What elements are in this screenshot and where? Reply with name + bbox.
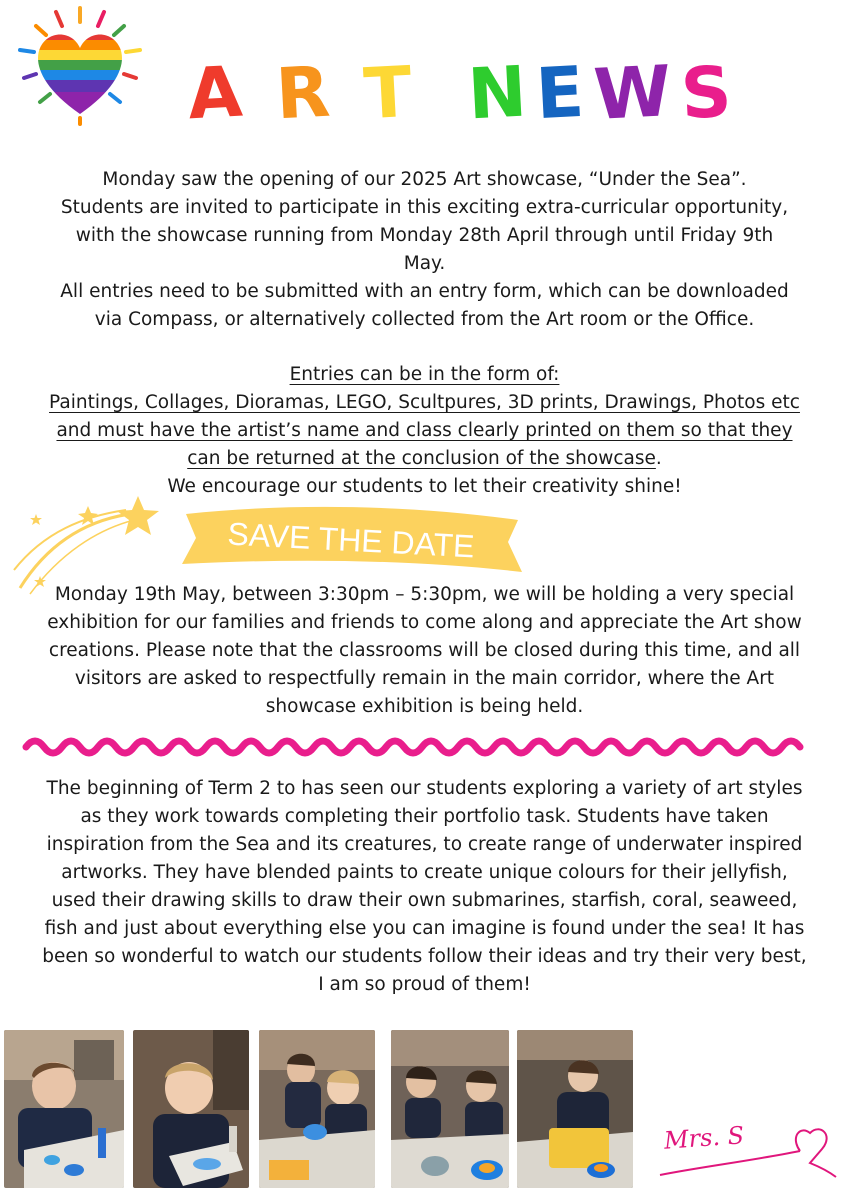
- intro-line: All entries need to be submitted with an entry form, which can be downloaded: [60, 281, 789, 302]
- student-painting-photo: [517, 1030, 633, 1188]
- intro-line: Monday saw the opening of our 2025 Art showcase, “Under the Sea”.: [102, 169, 747, 190]
- intro-line: with the showcase running from Monday 28th April through until Friday 9th: [75, 225, 774, 246]
- title-letter: N: [465, 50, 529, 136]
- intro-paragraph: [0, 166, 849, 334]
- student-painting-photo: [133, 1030, 249, 1188]
- event-line: Monday 19th May, between 3:30pm – 5:30pm, we will be holding a very special: [54, 584, 795, 605]
- entries-encouragement: We encourage our students to let their creativity shine!: [167, 476, 682, 497]
- intro-line: via Compass, or alternatively collected from the Art room or the Office.: [94, 309, 755, 330]
- term-line: as they work towards completing their portfolio task. Students have taken: [80, 806, 769, 827]
- event-line: exhibition for our families and friends to come along and appreciate the Art show: [47, 612, 802, 633]
- event-paragraph: [0, 581, 849, 721]
- title-letter: W: [592, 50, 674, 136]
- rainbow-heart-logo: [10, 2, 150, 132]
- title-letter: E: [534, 50, 587, 136]
- term-line: artworks. They have blended paints to create unique colours for their jellyfish,: [61, 862, 788, 883]
- term-line: fish and just about everything else you can imagine is found under the sea! It has: [44, 918, 805, 939]
- term-line: The beginning of Term 2 to has seen our students exploring a variety of art styles: [46, 778, 803, 799]
- entries-line: Paintings, Collages, Dioramas, LEGO, Scultpures, 3D prints, Drawings, Photos etc: [49, 392, 800, 413]
- save-the-date-label: SAVE THE DATE: [226, 515, 476, 564]
- title-letter: A: [185, 50, 245, 136]
- title-letter: R: [274, 50, 333, 136]
- entries-paragraph: [0, 361, 849, 501]
- title-word-news: [465, 50, 742, 136]
- event-line: visitors are asked to respectfully remain in the main corridor, where the Art: [74, 668, 775, 689]
- intro-line: May.: [403, 253, 446, 274]
- student-painting-photo: [4, 1030, 124, 1188]
- title-word-art: [185, 50, 446, 136]
- term-line: inspiration from the Sea and its creatures, to create range of underwater inspired: [46, 834, 803, 855]
- wavy-divider: [22, 733, 812, 761]
- signature-text: Mrs. S: [663, 1121, 745, 1155]
- entries-line: can be returned at the conclusion of the showcase: [187, 448, 656, 469]
- event-line: creations. Please note that the classrooms will be closed during this time, and all: [48, 640, 801, 661]
- entries-line-end: .: [655, 448, 662, 469]
- event-line: showcase exhibition is being held.: [265, 696, 584, 717]
- term-paragraph: [0, 775, 849, 999]
- term-line: used their drawing skills to draw their own submarines, starfish, coral, seaweed,: [51, 890, 798, 911]
- entries-line: and must have the artist’s name and class clearly printed on them so that they: [56, 420, 793, 441]
- title-letter: T: [361, 50, 414, 136]
- title-letter: S: [679, 50, 735, 136]
- entries-heading: Entries can be in the form of:: [289, 364, 560, 385]
- intro-line: Students are invited to participate in this exciting extra-curricular opportunity,: [60, 197, 789, 218]
- term-line: been so wonderful to watch our students follow their ideas and try their very best,: [42, 946, 807, 967]
- student-painting-photo: [391, 1030, 509, 1188]
- term-line: I am so proud of them!: [318, 974, 531, 995]
- page-title: [185, 48, 735, 138]
- student-painting-photo: [259, 1030, 375, 1188]
